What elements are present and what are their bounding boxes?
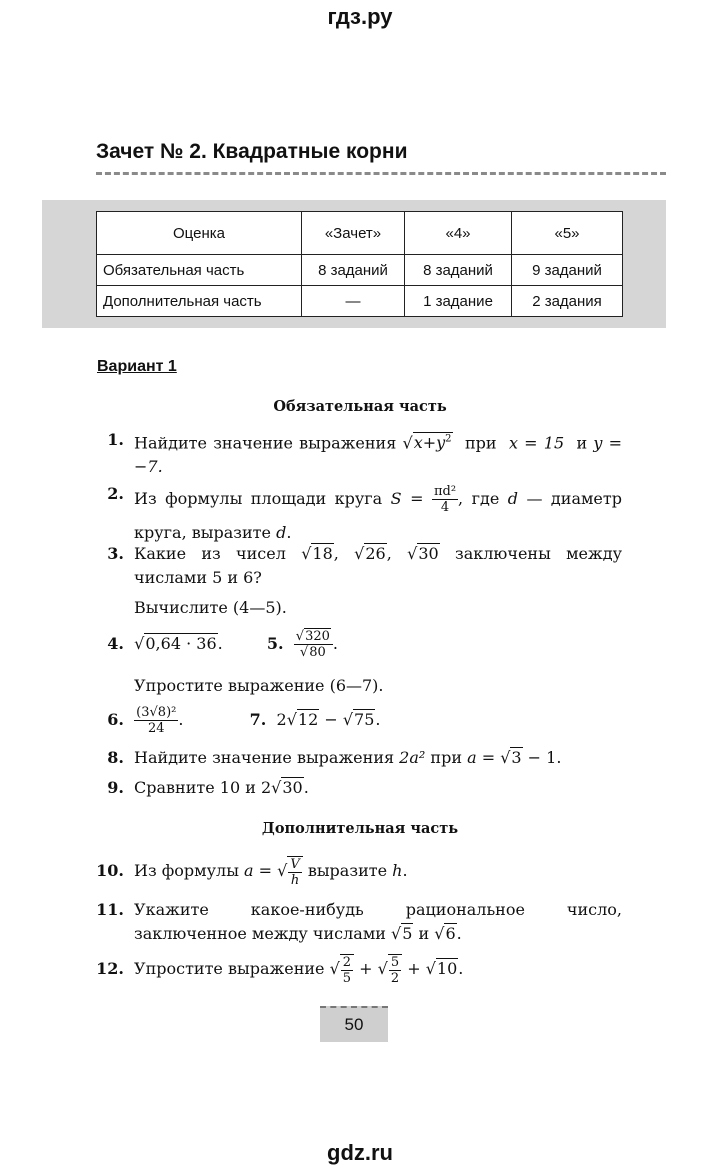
table-cell: 2 задания [512,286,623,317]
page-title: Зачет № 2. Квадратные корни [96,140,408,163]
fraction: $\frac{5}{2}$ [388,954,402,986]
table-cell: 8 заданий [405,255,512,286]
table-cell: 9 заданий [512,255,623,286]
table-row [97,286,623,317]
math-expression: 75 [354,710,375,729]
site-footer: gdz.ru [327,1140,393,1165]
fraction: $\frac{V}{h}$ [287,856,302,888]
task-2: 2. Из формулы площади круга S = $\frac{\text{πd²}}{4}$ , где d — диаметр круга, выразите d. [92,482,622,550]
extra-heading: Дополнительная часть [261,820,459,837]
task-number: 2. [107,484,124,503]
math-expression: 26 [365,544,386,563]
table-cell: — [302,286,405,317]
task-number: 11. [96,900,124,919]
math-expression: 2a² [399,748,426,767]
task-number: 5. [266,634,284,653]
table-cell: «Зачет» [302,212,405,255]
fraction: $\frac{\text{(3√8)²}}{24}$ [136,705,177,736]
title-divider [96,172,666,175]
table-cell: «4» [405,212,512,255]
instruction-calc: Вычислите (4—5). [134,598,287,617]
grade-table [96,211,623,317]
table-cell: Дополнительная часть [97,286,302,317]
task-number: 12. [96,959,124,978]
math-expression: d [276,523,287,542]
task-number: 1. [107,430,124,449]
table-cell: Обязательная часть [97,255,302,286]
task-text: Какие из чисел [134,544,286,563]
math-expression: 30 [418,544,439,563]
task-text: Укажите какое-нибудь рациональное число, заключенное между числами [134,900,622,943]
task-number: 9. [107,778,124,797]
task-10: 10. Из формулы a = √ $\frac{V}{h}$ выразите h. [92,852,622,890]
task-number: 7. [249,710,267,729]
task-number: 10. [96,861,124,880]
math-expression: x+y [413,433,446,453]
math-expression: 0,64 · 36 [145,634,217,653]
task-text: Найдите значение выражения [134,748,395,767]
math-expression: h [392,861,403,880]
task-text: выразите [307,861,388,880]
math-expression: a = [244,861,273,880]
instruction-simplify: Упростите выражение (6—7). [134,676,384,695]
math-expression: 12 [297,710,319,729]
fraction: $\frac{2}{5}$ [340,954,354,986]
task-text: Сравните 10 и 2 [134,778,272,797]
task-text: Из формулы площади круга [134,489,383,508]
task-number: 4. [107,634,124,653]
fraction: $\frac{\text{πd²}}{4}$ [433,484,457,515]
math-expression: d [507,489,518,508]
task-text: Упростите выражение [134,959,325,978]
task-text: при [430,748,462,767]
variant-heading: Вариант 1 [97,358,177,375]
mandatory-heading: Обязательная часть [273,398,447,415]
task-8: 8. Найдите значение выражения 2a² при a = √3 − 1. [92,746,622,770]
fraction: $\frac{√320}{√80}$ [294,629,333,660]
table-cell: Оценка [97,212,302,255]
math-expression: y = −7. [134,433,623,477]
task-6-7: 6. $\frac{\text{(3√8)²}}{24}$ . 7. 2√12 − √75. [92,700,612,740]
task-number: 6. [107,710,124,729]
grade-table-header [97,212,623,255]
site-header: гдз.ру [327,4,393,29]
table-cell: 8 заданий [302,255,405,286]
table-row [97,255,623,286]
math-expression: 18 [312,544,333,563]
task-text: заключены между числами 5 и 6? [134,544,623,587]
task-text: и [576,433,588,453]
task-11: 11. Укажите какое-нибудь рациональное число, заключенное между числами √5 и √6. [92,898,622,946]
math-expression: a = [467,748,496,767]
task-text: — диаметр круга, выразите [134,489,622,542]
table-cell: 1 задание [405,286,512,317]
task-number: 8. [107,748,124,767]
task-text: Найдите значение выражения [134,433,397,453]
task-number: 3. [107,544,124,563]
task-text: Из формулы [134,861,239,880]
task-3: 3. Какие из чисел √18, √26, √30 заключены между числами 5 и 6? [92,542,622,590]
math-expression: S = [390,489,424,508]
task-9: 9. Сравните 10 и 2√30. [92,776,622,800]
task-text: при [464,433,497,453]
task-12: 12. Упростите выражение √ $\frac{2}{5}$ + √ $\frac{5}{2}$ + √10. [92,950,622,988]
task-4-5: 4. √0,64 · 36. 5. $\frac{√320}{√80}$ . [92,624,612,664]
task-text: , где [458,489,500,508]
page-number: 50 [320,1006,388,1042]
math-expression: x = 15 [508,433,565,453]
task-1: 1. Найдите значение выражения $√x+y^2$ при x = 15 и y = −7. [92,428,622,479]
table-cell: «5» [512,212,623,255]
